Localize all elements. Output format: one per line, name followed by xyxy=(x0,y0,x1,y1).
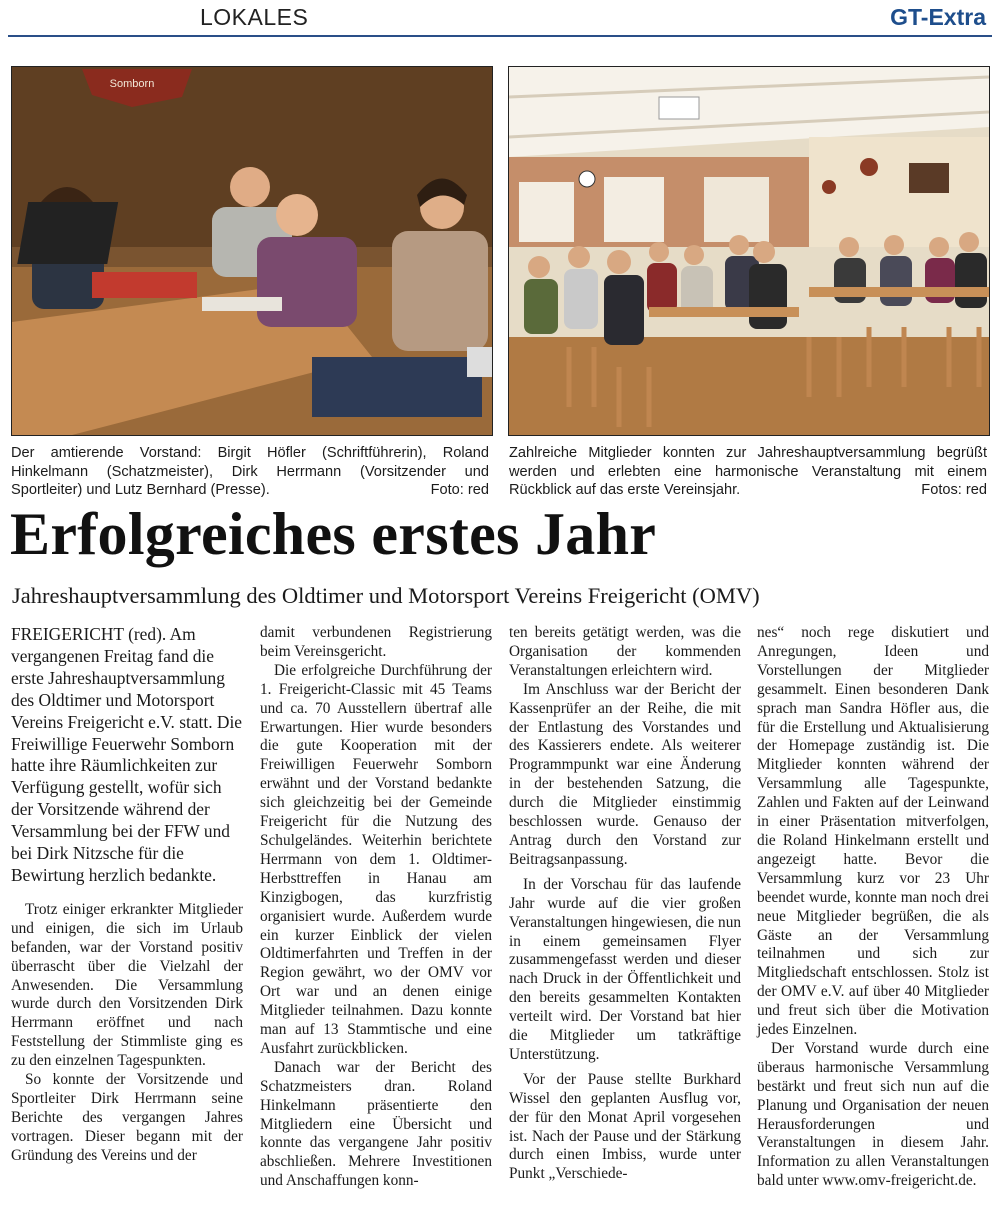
column-4-paragraph-1: nes“ noch rege diskutiert und Anregungen, Ideen und Vorstellungen der Mitglieder gesammelt. Einen besonderen Dank sprach man Sandra Höfler aus, die für die Erstellung und Aktualisierung der Homepage zuständig ist. Die Mitglieder konnten während der Versammlung alle Tagespunkte, Zahlen und Fakten auf der Leinwand in einer Präsentation mitverfolgen, die Roland Hinkelmann erstellt und angezeigt hatte. Bevor die Versammlung kurz vor 23 Uhr beendet wurde, konnte man noch drei neue Mitglieder begrüßen, die als Gäste an der Versammlung teilnahmen und sich zur Mitgliedschaft entschlossen. Stolz ist der OMV e.V. auf über 40 Mitglieder und freut sich über die Motivation jedes Einzelnen. xyxy=(757,624,989,1039)
column-1-paragraph-2: So konnte der Vorsitzende und Sportleiter Dirk Herrmann seine Berichte des vergangen Jahres vortragen. Dieser begann mit der Gründung des Vereins und der xyxy=(11,1071,243,1164)
article-column-2 xyxy=(260,624,492,1191)
column-1-paragraph-1: Trotz einiger erkrankter Mitglieder und einigen, die sich im Urlaub befanden, war der Vorstand positiv überrascht über die Vielzahl der Anwesenden. Die Versammlung wurde durch den Vorsitzenden Dirk Herrmann eröffnet und nach Feststellung der Stimmliste ging es zu den einzelnen Tagespunkten. xyxy=(11,900,243,1070)
article-headline: Erfolgreiches erstes Jahr xyxy=(10,501,657,567)
article-column-4 xyxy=(757,624,989,1191)
wall-sign-text: Somborn xyxy=(109,78,155,90)
article-column-1 xyxy=(11,624,243,1166)
column-3-paragraph-2: Im Anschluss war der Bericht der Kassenprüfer an der Reihe, die mit der Entlastung des Vorstandes und des Kassierers endete. Als weiterer Programmpunkt war eine Änderung in der bestehenden Satzung, die durch die Mitglieder einstimmig beschlossen wurde. Genauso der Antrag durch den Vorstand zur Beitragsanpassung. xyxy=(509,680,741,868)
caption-right-credit: Fotos: red xyxy=(921,482,987,498)
column-3-paragraph-1: ten bereits getätigt werden, was die Organisation der kommenden Veranstaltungen erleichtern wird. xyxy=(509,624,741,679)
photo-members-hall-illustration xyxy=(509,67,989,435)
photo-board-members xyxy=(11,66,493,436)
section-label: LOKALES xyxy=(200,4,309,30)
page-header xyxy=(0,0,1000,40)
column-3-paragraph-3: In der Vorschau für das laufende Jahr wurde auf die vier großen Veranstaltungen hingewiesen, die nun in einem gemeinsamen Flyer zusammengefasst werden und dieser nach Druck in der Öffentlichkeit und den bereits gesammelten Kontakten verteilt wird. Der Vorstand bat hier die Mitglieder um tatkräftige Unterstützung. xyxy=(509,875,741,1063)
column-4-paragraph-2: Der Vorstand wurde durch eine überaus harmonische Versammlung bestärkt und freut sich nun auf die Planung und Organisation der neuen Herausforderungen und Veranstaltungen in diesem Jahr. Information zu allen Veranstaltungen bald unter www.omv-freigericht.de. xyxy=(757,1039,989,1190)
column-2-paragraph-1: damit verbundenen Registrierung beim Vereinsgericht. xyxy=(260,624,492,660)
column-2-paragraph-2: Die erfolgreiche Durchführung der 1. Freigericht-Classic mit 45 Teams und ca. 70 Ausstellern übertraf alle Erwartungen. Hier wurde besonders die gute Kooperation mit der Freiwilligen Feuerwehr Somborn erwähnt und der Vorstand bedankte sich gleichzeitig bei der Gemeinde Freigericht für die Nutzung des Schulgeländes. Weiterhin berichtete Herrmann von dem 1. Oldtimer-Herbsttreffen in Hanau am Kinzigbogen, das kurzfristig organisiert wurde. Außerdem wurde ein kurzer Einblick der vielen Oldtimerfahrten und Treffen in der Region gewährt, wo der OMV vor Ort war und an denen einige Mitglieder teilnahmen. Dazu konnte man auf 13 Stammtische und eine Ausfahrt zurückblicken. xyxy=(260,661,492,1057)
caption-left-text: Der amtierende Vorstand: Birgit Höfler (Schriftführerin), Roland Hinkelmann (Schatzmeister), Dirk Herrmann (Vorsitzender und Sportleiter) und Lutz Bernhard (Presse). xyxy=(11,445,489,498)
caption-left-credit: Foto: red xyxy=(430,482,489,498)
article-lead: FREIGERICHT (red). Am vergangenen Freitag fand die erste Jahreshauptversammlung des Oldtimer und Motorsport Vereins Freigericht e.V. statt. Die Freiwillige Feuerwehr Somborn hatte ihre Räumlichkeiten zur Verfügung gestellt, wofür sich der Vorsitzende während der Versammlung bei der FFW und bei Dirk Nitzsche für die Bewirtung herzlich bedankte. xyxy=(11,624,243,885)
header-rule xyxy=(8,35,992,37)
photo-caption-left xyxy=(11,444,489,500)
article-subheadline: Jahreshauptversammlung des Oldtimer und Motorsport Vereins Freigericht (OMV) xyxy=(12,583,760,608)
photo-board-members-illustration xyxy=(12,67,492,435)
photo-caption-right xyxy=(509,444,987,500)
column-2-paragraph-3: Danach war der Bericht des Schatzmeisters dran. Roland Hinkelmann präsentierte den Mitgliedern eine Übersicht und konnte das vergangene Jahr positiv abschließen. Mehrere Investitionen und Anschaffungen konn- xyxy=(260,1058,492,1190)
article-column-3 xyxy=(509,624,741,1184)
column-3-paragraph-4: Vor der Pause stellte Burkhard Wissel den geplanten Ausflug vor, der für den Monat April vorgesehen ist. Nach der Pause und der Stärkung durch einen Imbiss, wurde unter Punkt „Verschiede- xyxy=(509,1070,741,1183)
photo-members-hall xyxy=(508,66,990,436)
supplement-label: GT-Extra xyxy=(890,4,986,30)
caption-right-text: Zahlreiche Mitglieder konnten zur Jahreshauptversammlung begrüßt werden und erlebten eine harmonische Veranstaltung mit einem Rückblick auf das erste Vereinsjahr. xyxy=(509,445,987,498)
